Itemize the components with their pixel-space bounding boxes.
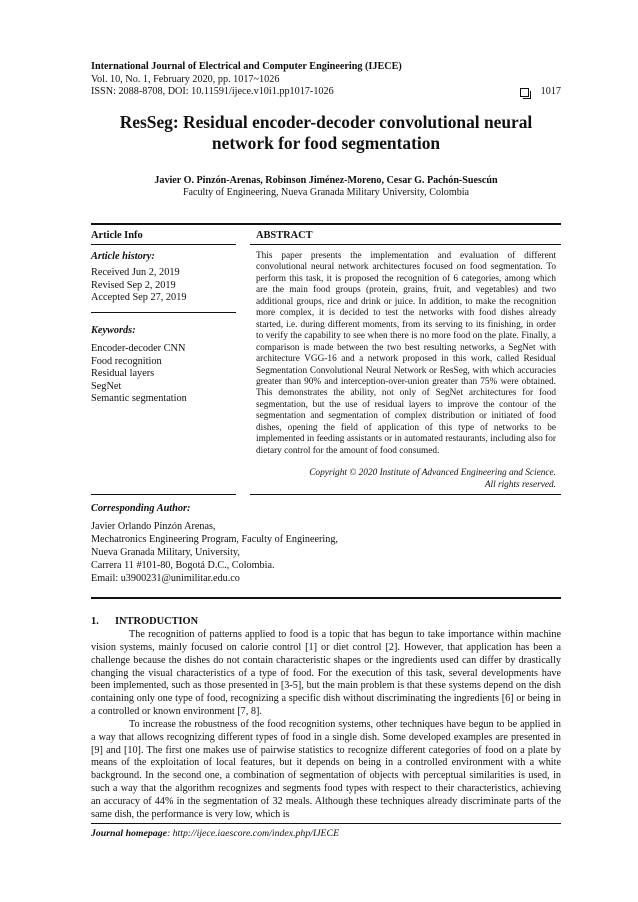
- corresponding-bottom-divider: [91, 597, 561, 599]
- copyright-line: Copyright © 2020 Institute of Advanced Engineering and Science.: [309, 468, 556, 478]
- affiliation: Faculty of Engineering, Nueva Granada Military University, Colombia: [182, 187, 470, 198]
- keyword-item: Encoder-decoder CNN: [91, 343, 186, 354]
- keyword-item: Residual layers: [91, 368, 155, 380]
- keyword-item: Semantic segmentation: [91, 393, 187, 405]
- homepage-url: : http://ijece.iaescore.com/index.php/IJECE: [166, 828, 340, 839]
- corresponding-line: Carrera 11 #101-80, Bogotá D.C., Colombia.: [91, 559, 275, 571]
- keywords-heading: Keywords:: [91, 325, 136, 336]
- page-number: 1017: [540, 86, 561, 98]
- keywords-list: [91, 343, 187, 406]
- history-item: Accepted Sep 27, 2019: [91, 292, 187, 304]
- keyword-item: Food recognition: [91, 355, 162, 367]
- issn-doi: ISSN: 2088-8708, DOI: 10.11591/ijece.v10i1.pp1017-1026: [91, 86, 334, 98]
- corresponding-line: Nueva Granada Military, University,: [91, 546, 240, 558]
- keywords-bottom-rule: [91, 494, 236, 495]
- journal-box-icon: [520, 88, 529, 97]
- paragraph: The recognition of patterns applied to food is a topic that has begun to take importance within machine vision systems, mainly focused on calorie control [1] or diet control [2]. However, that application has been a challenge because the dishes do not contain characteristic shapes or the ingredients used can differ by drastically changing the visual characteristics of a type of food. For the execution of this task, several developments have been implemented, such as those presented in [3-5], but the main problem is that these systems depend on the dish containing only one type of food, recognizing a specific dish without discriminating the ingredients [6] or being in a controlled or known environment [7, 8].: [91, 629, 561, 718]
- corresponding-author: [91, 521, 391, 586]
- history-item: Revised Sep 2, 2019: [91, 279, 176, 291]
- abstract-bottom-rule: [250, 494, 561, 495]
- history-item: Received Jun 2, 2019: [91, 267, 180, 278]
- corresponding-heading: Corresponding Author:: [91, 503, 191, 514]
- article-info-heading: Article Info: [91, 230, 143, 241]
- title-line: ResSeg: Residual encoder-decoder convolutional neural: [119, 112, 533, 132]
- title-line: network for food segmentation: [211, 132, 441, 153]
- journal-name: International Journal of Electrical and Computer Engineering (IJECE): [91, 61, 402, 72]
- history-rule: [91, 312, 236, 313]
- keyword-item: SegNet: [91, 380, 122, 392]
- authors: Javier O. Pinzón-Arenas, Robinson Jiménez-Moreno, Cesar G. Pachón-Suescún: [154, 175, 498, 186]
- copyright-line: All rights reserved.: [484, 479, 556, 490]
- corresponding-line: Javier Orlando Pinzón Arenas,: [91, 521, 216, 532]
- copyright: [256, 468, 556, 491]
- volume-info: Vol. 10, No. 1, February 2020, pp. 1017~1026: [91, 73, 280, 85]
- article-history-heading: Article history:: [91, 251, 155, 262]
- abstract-rule: [250, 244, 561, 245]
- abstract-text: This paper presents the implementation and evaluation of different convolutional neural network architectures focused on food segmentation. To perform this task, it is proposed the recognition of 6 categories, among which are the main food groups (protein, grains, fruit, and vegetables) and two additional groups, rice and drink or juice. In addition, to make the recognition more complex, it is decided to test the networks with food dishes already started, i.e. during different moments, from its serving to its finishing, in order to verify the capability to see when there is no more food on the plate. Finally, a comparison is made between the two best resulting networks, a SegNet with architecture VGG-16 and a network proposed in this work, called Residual Segmentation Convolutional Neural Network or ResSeg, with which accuracies greater than 90% and interception-over-union greater than 75% were obtained. This demonstrates the ability, not only of SegNet architectures for food segmentation, but the use of residual layers to improve the contour of the segmentation and segmentation of complex distribution or initiated of food dishes, opening the field of application of this type of networks to be implemented in feeding assistants or in automated restaurants, including also for dietary control for the amount of food consumed.: [256, 251, 556, 456]
- corresponding-email: Email: u3900231@unimilitar.edu.co: [91, 572, 240, 584]
- footer-rule: [91, 823, 561, 824]
- paragraph: To increase the robustness of the food recognition systems, other techniques have begun to be applied in a way that allows recognizing different types of food in a single dish. Some developed examples are presented in [9] and [10]. The first one makes use of pairwise statistics to recognize different categories of food on a plate by means of the exploitation of local features, but it depends on being in a controlled environment with a white background. In the second one, a combination of segmentation of objects with perceptual similarities is used, in such a way that the algorithm recognizes and segments food types with respect to their characteristics, achieving an accuracy of 44% in the segmentation of 32 meals. Although these techniques already discriminate parts of the same dish, the performance is very low, which is: [91, 718, 561, 820]
- introduction-heading: [91, 616, 198, 627]
- homepage-label: Journal homepage: [91, 828, 167, 839]
- running-header: [91, 61, 561, 99]
- journal-homepage: [91, 828, 339, 839]
- corresponding-line: Mechatronics Engineering Program, Faculty of Engineering,: [91, 533, 338, 545]
- top-divider: [91, 223, 561, 225]
- section-title: INTRODUCTION: [115, 616, 199, 627]
- abstract-heading: ABSTRACT: [256, 230, 313, 241]
- introduction-body: [91, 629, 561, 822]
- paper-title: [91, 112, 561, 153]
- article-history-list: [91, 267, 187, 305]
- article-info-rule: [91, 244, 236, 245]
- section-number: 1.: [91, 616, 99, 627]
